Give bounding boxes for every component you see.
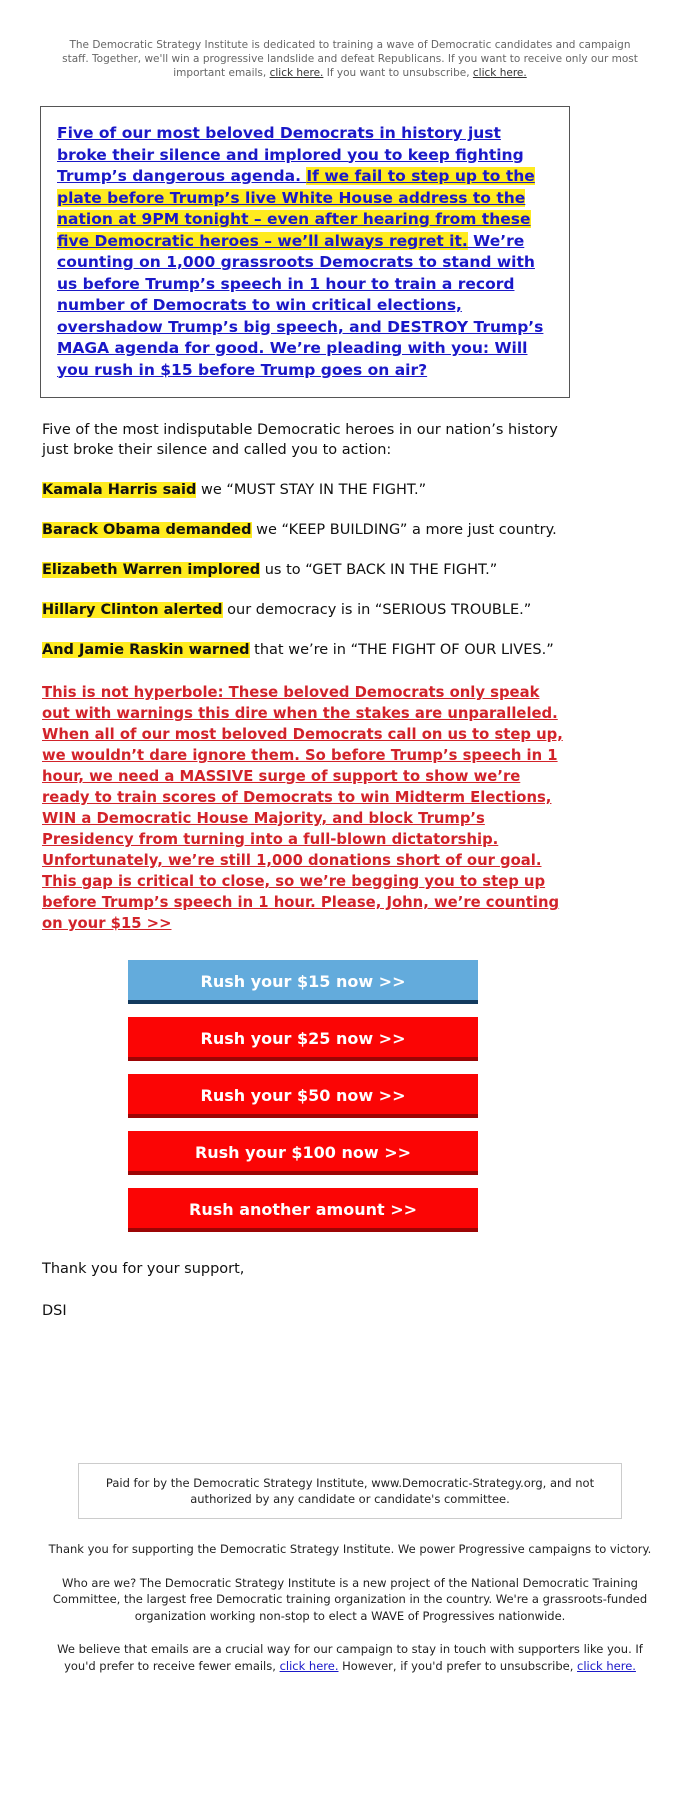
signoff-org: DSI (42, 1303, 67, 1319)
headline-part-2: We’re counting on 1,000 grassroots Democrats to stand with us before Trump’s speech in 1 hour to train a record number of Democrats to win critical elections, overshadow Trump’s big speech, and DESTROY Trump’s MAGA agenda for good. We’re pleading with you: Will you rush in $15 before Trump goes on air? (57, 231, 544, 379)
spacer (0, 1343, 700, 1463)
footer-line-2: Who are we? The Democratic Strategy Institute is a new project of the National Democratic Training Committee, the largest free Democratic training organization in the country. We're a grassroots-funded organization working non-stop to elect a WAVE of Progressives nationwide. (52, 1575, 648, 1623)
donate-button-50[interactable]: Rush your $50 now >> (128, 1074, 478, 1118)
quote-name-elizabeth-warren: Elizabeth Warren implored (42, 562, 261, 578)
footer-text-3b: However, if you'd prefer to unsubscribe, (338, 1658, 578, 1673)
headline-box (40, 106, 570, 398)
preheader-text-1: The Democratic Strategy Institute is dedicated to training a wave of Democratic candidates and campaign staff. Together, we'll win a progressive landslide and defeat Republicans. If you want to receive only our most important emails, (62, 39, 638, 79)
intro-paragraph: Five of the most indisputable Democratic heroes in our nation’s history just broke their silence and called you to action: (42, 422, 558, 458)
quote-text-jamie-raskin: that we’re in “THE FIGHT OF OUR LIVES.” (249, 642, 554, 658)
donation-buttons (0, 960, 700, 1232)
footer (0, 1519, 700, 1690)
paid-for-wrap (0, 1463, 700, 1519)
quote-name-barack-obama: Barack Obama demanded (42, 522, 252, 538)
headline-paragraph (57, 123, 555, 381)
preheader (0, 0, 700, 80)
footer-link-fewer-emails[interactable]: click here. (279, 1658, 339, 1673)
quote-name-kamala-harris: Kamala Harris said (42, 482, 197, 498)
quote-line-hillary-clinton (42, 600, 570, 620)
headline-highlight: If we fail to step up to the plate before Trump’s live White House address to the nation at 9PM tonight – even after hearing from these five Democratic heroes – we’ll always regret it. (57, 167, 535, 250)
quote-name-hillary-clinton: Hillary Clinton alerted (42, 602, 223, 618)
donate-button-100[interactable]: Rush your $100 now >> (128, 1131, 478, 1175)
footer-link-unsubscribe[interactable]: click here. (577, 1658, 636, 1673)
quote-line-elizabeth-warren (42, 560, 570, 580)
preheader-text-2: If you want to unsubscribe, (323, 67, 473, 79)
headline-part-1: Five of our most beloved Democrats in history just broke their silence and implored you to keep fighting Trump’s dangerous agenda. (57, 124, 524, 185)
body-copy (0, 420, 700, 934)
quote-name-jamie-raskin: And Jamie Raskin warned (42, 642, 250, 658)
donate-button-15[interactable]: Rush your $15 now >> (128, 960, 478, 1004)
donate-button-25[interactable]: Rush your $25 now >> (128, 1017, 478, 1061)
quote-text-kamala-harris: we “MUST STAY IN THE FIGHT.” (196, 482, 427, 498)
preheader-link-unsubscribe[interactable]: click here. (472, 67, 527, 79)
paid-for-disclaimer: Paid for by the Democratic Strategy Institute, www.Democratic-Strategy.org, and not authorized by any candidate or candidate's committee. (78, 1463, 622, 1519)
quote-text-hillary-clinton: our democracy is in “SERIOUS TROUBLE.” (222, 602, 532, 618)
urgent-red-paragraph: This is not hyperbole: These beloved Democrats only speak out with warnings this dire when the stakes are unparalleled. When all of our most beloved Democrats call on us to step up, we wouldn’t dare ignore them. So before Trump’s speech in 1 hour, we need a MASSIVE surge of support to show we’re ready to train scores of Democrats to win Midterm Elections, WIN a Democratic House Majority, and block Trump’s Presidency from turning into a full-blown dictatorship. Unfortunately, we’re still 1,000 donations short of our goal. This gap is critical to close, so we’re begging you to step up before Trump’s speech in 1 hour. Please, John, we’re counting on your $15 >> (42, 684, 563, 932)
footer-text-3a: We believe that emails are a crucial way for our campaign to stay in touch with supporters like you. If you'd prefer to receive fewer emails, (57, 1642, 643, 1673)
quote-text-barack-obama: we “KEEP BUILDING” a more just country. (251, 522, 557, 538)
quote-text-elizabeth-warren: us to “GET BACK IN THE FIGHT.” (260, 562, 498, 578)
quote-line-jamie-raskin (42, 640, 570, 660)
quote-line-kamala-harris (42, 480, 570, 500)
donate-button-other[interactable]: Rush another amount >> (128, 1188, 478, 1232)
preheader-link-reduce-emails[interactable]: click here. (269, 67, 324, 79)
footer-line-1: Thank you for supporting the Democratic Strategy Institute. We power Progressive campaigns to victory. (48, 1542, 652, 1556)
signoff-thanks: Thank you for your support, (42, 1261, 245, 1277)
quote-line-barack-obama (42, 520, 570, 540)
footer-line-3 (48, 1641, 652, 1674)
signoff (0, 1245, 700, 1321)
